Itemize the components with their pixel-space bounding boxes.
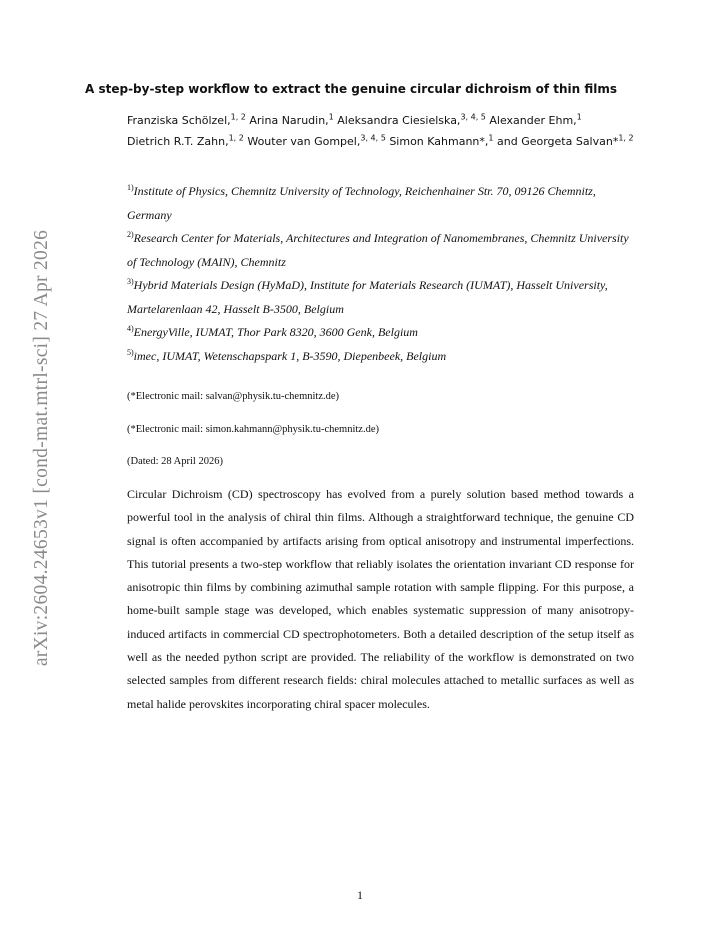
author-list: [127, 110, 637, 152]
affiliation-number: 2): [127, 230, 134, 239]
author-affiliation-marker: 1, 2: [228, 133, 244, 143]
author-name: Wouter van Gompel,: [243, 135, 361, 148]
affiliation-text: Hybrid Materials Design (HyMaD), Institute for Materials Research (IUMAT), Hasselt University, Martelarenlaan 42, Hasselt B-3500, Belgium: [127, 278, 608, 316]
author-affiliation-marker: 1: [488, 133, 494, 143]
corresponding-email: (*Electronic mail: salvan@physik.tu-chemnitz.de): [127, 391, 340, 402]
affiliation: [127, 321, 637, 345]
author-name: Franziska Schölzel,: [127, 114, 231, 127]
author-name: Alexander Ehm,: [485, 114, 577, 127]
affiliation-number: 5): [127, 347, 134, 357]
affiliation-number: 4): [127, 324, 134, 333]
abstract: Circular Dichroism (CD) spectroscopy has evolved from a purely solution based method towards a powerful tool in the analysis of chiral thin films. Although a straightforward technique, the genuine CD signal is often accompanied by artifacts arising from optical anisotropy and instrumental imperfections. This tutorial presents a two-step workflow that reliably isolates the orientation invariant CD response for anisotropic thin films by combining azimuthal sample rotation with sample flipping. For this purpose, a home-built sample stage was developed, which enables systematic suppression of many anisotropy-induced artifacts in commercial CD spectrophotometers. Both a detailed description of the setup itself as well as the needed python script are provided. The reliability of the workflow is demonstrated on two selected samples from different research fields: chiral molecules attached to metallic surfaces as well as metal halide perovskites incorporating chiral spacer molecules.: [127, 487, 634, 711]
author-affiliation-marker: 1: [576, 112, 582, 122]
affiliation-text: Institute of Physics, Chemnitz University of Technology, Reichenhainer Str. 70, 09126 Chemnitz, Germany: [127, 184, 596, 222]
author-name: Aleksandra Ciesielska,: [333, 114, 461, 127]
author-affiliation-marker: 3, 4, 5: [360, 133, 386, 143]
affiliation-list: [127, 180, 637, 368]
affiliation-text: Research Center for Materials, Architectures and Integration of Nanomembranes, Chemnitz University of Technology (MAIN), Chemnitz: [127, 231, 629, 269]
affiliation: [127, 274, 637, 321]
arxiv-identifier: arXiv:2604.24653v1 [cond-mat.mtrl-sci] 27 Apr 2026: [31, 229, 52, 667]
affiliation: [127, 227, 637, 274]
page-number: 1: [357, 888, 363, 902]
author-affiliation-marker: 1: [328, 112, 334, 122]
author-affiliation-marker: 1, 2: [230, 112, 246, 122]
author-name: Dietrich R.T. Zahn,: [127, 135, 229, 148]
author-name: and Georgeta Salvan*: [493, 135, 619, 148]
corresponding-email: (*Electronic mail: simon.kahmann@physik.tu-chemnitz.de): [127, 424, 379, 435]
affiliation: [127, 180, 637, 227]
author-affiliation-marker: 1, 2: [618, 133, 634, 143]
affiliation-text: imec, IUMAT, Wetenschapspark 1, B-3590, Diepenbeek, Belgium: [133, 348, 447, 363]
author-affiliation-marker: 3, 4, 5: [460, 112, 486, 122]
paper-title: A step-by-step workflow to extract the genuine circular dichroism of thin films: [85, 82, 618, 96]
affiliation-number: 1): [127, 183, 134, 192]
date-line: (Dated: 28 April 2026): [127, 456, 223, 467]
affiliation: [127, 345, 637, 369]
affiliation-number: 3): [127, 277, 134, 286]
affiliation-text: EnergyVille, IUMAT, Thor Park 8320, 3600 Genk, Belgium: [133, 325, 418, 339]
author-name: Simon Kahmann*,: [385, 135, 489, 148]
author-name: Arina Narudin,: [245, 114, 329, 127]
